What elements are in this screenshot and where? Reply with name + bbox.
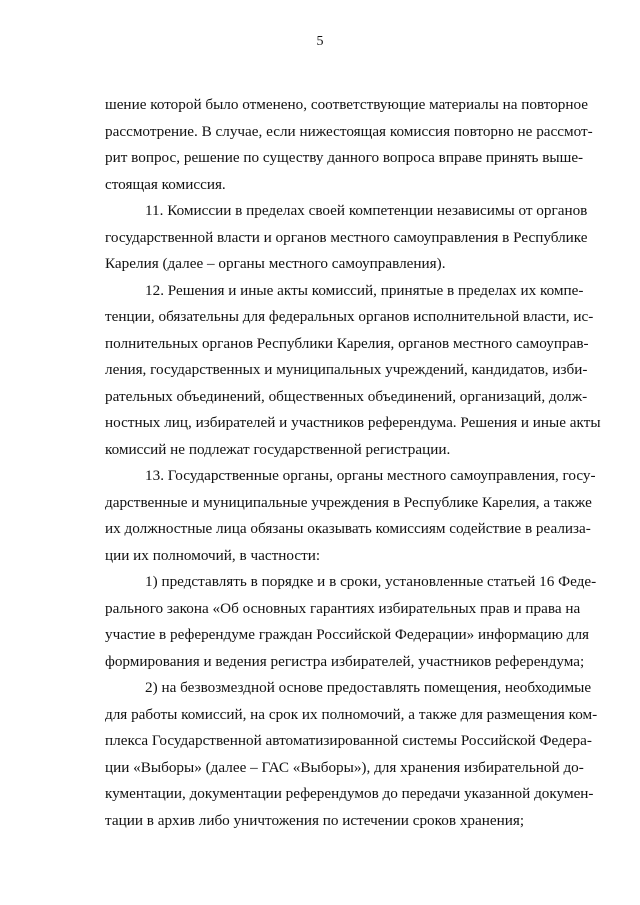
text-line: тации в архив либо уничтожения по истечении сроков хранения;	[105, 811, 525, 829]
text-line: кументации, документации референдумов до передачи указанной докумен-	[105, 785, 594, 802]
text-line: 12. Решения и иные акты комиссий, принятые в пределах их компе-	[145, 281, 584, 299]
text-line: 13. Государственные органы, органы местного самоуправления, госу-	[145, 467, 596, 484]
text-line: стоящая комиссия.	[105, 175, 226, 193]
text-line: 11. Комиссии в пределах своей компетенции независимы от органов	[145, 202, 588, 219]
text-line: их должностные лица обязаны оказывать комиссиям содействие в реализа-	[105, 520, 591, 537]
text-line: рит вопрос, решение по существу данного вопроса вправе принять выше-	[105, 149, 584, 166]
text-line: шение которой было отменено, соответствующие материалы на повторное	[105, 96, 589, 113]
text-line: рательных объединений, общественных объединений, организаций, долж-	[105, 387, 588, 405]
text-line: тенции, обязательны для федеральных органов исполнительной власти, ис-	[105, 308, 594, 325]
text-line: ции их полномочий, в частности:	[105, 546, 321, 564]
text-line: 2) на безвозмездной основе предоставлять помещения, необходимые	[145, 679, 592, 696]
text-line: Карелия (далее – органы местного самоуправления).	[105, 255, 446, 272]
text-line: комиссий не подлежат государственной регистрации.	[105, 440, 451, 458]
text-line: полнительных органов Республики Карелия, органов местного самоуправ-	[105, 334, 589, 352]
text-line: формирования и ведения регистра избирателей, участников референдума;	[105, 652, 585, 670]
page-number: 5	[316, 34, 324, 49]
text-line: для работы комиссий, на срок их полномочий, а также для размещения ком-	[105, 705, 598, 723]
text-line: ностных лиц, избирателей и участников референдума. Решения и иные акты	[105, 414, 601, 431]
text-line: 1) представлять в порядке и в сроки, установленные статьей 16 Феде-	[145, 573, 597, 590]
document-body	[105, 92, 601, 834]
text-line: ления, государственных и муниципальных учреждений, кандидатов, изби-	[105, 361, 588, 378]
text-line: рассмотрение. В случае, если нижестоящая комиссия повторно не рассмот-	[105, 122, 593, 140]
text-line: плекса Государственной автоматизированной системы Российской Федера-	[105, 732, 592, 749]
text-line: дарственные и муниципальные учреждения в Республике Карелия, а также	[105, 493, 592, 511]
text-line: рального закона «Об основных гарантиях избирательных прав и права на	[105, 599, 581, 617]
text-line: участие в референдуме граждан Российской Федерации» информацию для	[105, 626, 590, 643]
text-line: государственной власти и органов местного самоуправления в Республике	[105, 228, 588, 246]
text-line: ции «Выборы» (далее – ГАС «Выборы»), для хранения избирательной до-	[105, 758, 584, 776]
